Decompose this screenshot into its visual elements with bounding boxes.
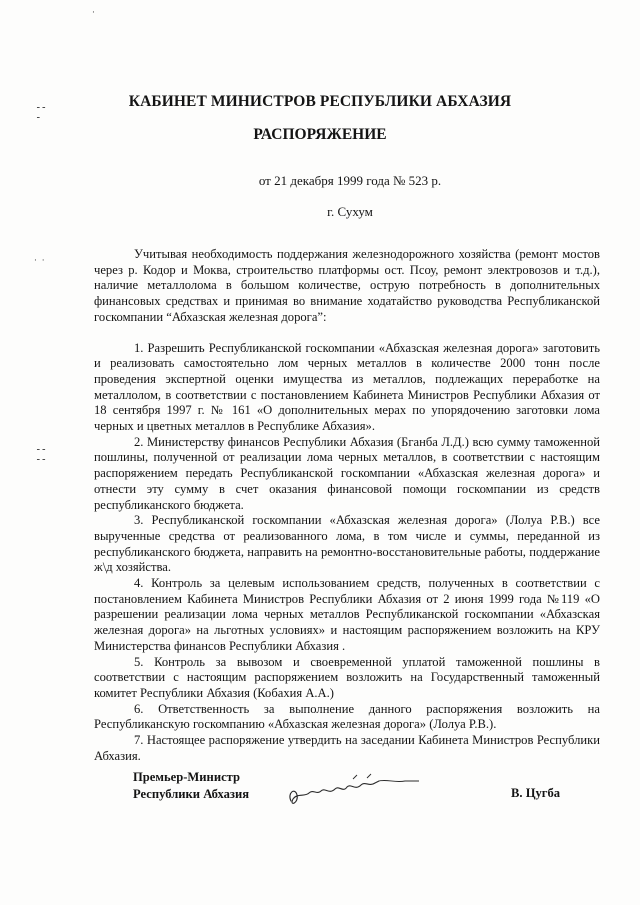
preamble-paragraph: Учитывая необходимость поддержания железнодорожного хозяйства (ремонт мостов через р. Кодор и Моква, строительство платформы ост. Псоу, ремонт электровозов и т.д.), наличие металлолома в большом количестве, острую потребность в дополнительных финансовых средствах и принимая во внимание ходатайство руководства Республиканской госкомпании “Абхазская железная дорога”: <box>94 247 600 324</box>
cabinet-heading: КАБИНЕТ МИНИСТРОВ РЕСПУБЛИКИ АБХАЗИЯ <box>128 93 512 110</box>
document-type-heading: РАСПОРЯЖЕНИЕ <box>253 126 387 143</box>
document-body <box>94 247 600 765</box>
margin-mark-icon: ⁃⁃ ⁃⁃ <box>36 446 47 466</box>
clause-3: 3. Республиканской госкомпании «Абхазская железная дорога» (Лолуа Р.В.) все вырученные средства от реализованного лома, в том числе и суммы, переданной из республиканского бюджета, направить на ремонтно-восстановительные работы, поддержание ж\д хозяйства. <box>94 513 600 575</box>
margin-mark-icon: ⁃⁃ ⁃ <box>36 104 47 124</box>
signatory-title-line2: Республики Абхазия <box>133 787 250 801</box>
clause-6: 6. Ответственность за выполнение данного распоряжения возложить на Республиканскую госкомпанию «Абхазская железная дорога» (Лолуа Р.В.). <box>94 701 600 732</box>
margin-mark-icon: · · <box>34 256 46 266</box>
clause-2: 2. Министерству финансов Республики Абхазия (Бганба Л.Д.) всю сумму таможенной пошлины, полученной от реализации лома черных металлов, в соответствии с настоящим распоряжением передать Республиканской госкомпании «Абхазская железная дорога» и отнести эту сумму в счет оказания финансовой помощи госкомпании из средств республиканского бюджета. <box>94 434 600 512</box>
handwritten-signature-icon <box>283 773 433 813</box>
signatory-title-line1: Премьер-Министр <box>133 770 241 784</box>
signatory-name: В. Цугба <box>511 786 561 800</box>
city: г. Сухум <box>327 204 373 219</box>
date-and-number: от 21 декабря 1999 года № 523 р. <box>258 173 442 188</box>
scan-mark: · <box>92 8 96 18</box>
clause-7: 7. Настоящее распоряжение утвердить на заседании Кабинета Министров Республики Абхазия. <box>94 733 600 763</box>
signatory-title <box>133 769 249 803</box>
clause-5: 5. Контроль за вывозом и своевременной уплатой таможенной пошлины в соответствии с настоящим распоряжением возложить на Государственный таможенный комитет Республики Абхазия (Кобахия А.А.) <box>94 654 600 700</box>
clause-4: 4. Контроль за целевым использованием средств, полученных в соответствии с постановлением Кабинета Министров Республики Абхазия от 2 июня 1999 года №119 «О разрешении реализации лома черных металлов Республиканской госкомпании «Абхазская железная дорога» на льготных условиях» и настоящим распоряжением возложить на КРУ Министерства финансов Республики Абхазия . <box>94 576 600 653</box>
clause-1: 1. Разрешить Республиканской госкомпании «Абхазская железная дорога» заготовить и реализовать самостоятельно лом черных металлов в количестве 2000 тонн после проведения экспертной оценки имущества из металлов, подлежащих переработке на металлолом, в соответствии с постановлением Кабинета Министров Республики Абхазия от 18 сентября 1997 г. № 161 «О дополнительных мерах по упорядочению заготовки лома черных и цветных металлов в Республике Абхазия». <box>94 340 600 434</box>
